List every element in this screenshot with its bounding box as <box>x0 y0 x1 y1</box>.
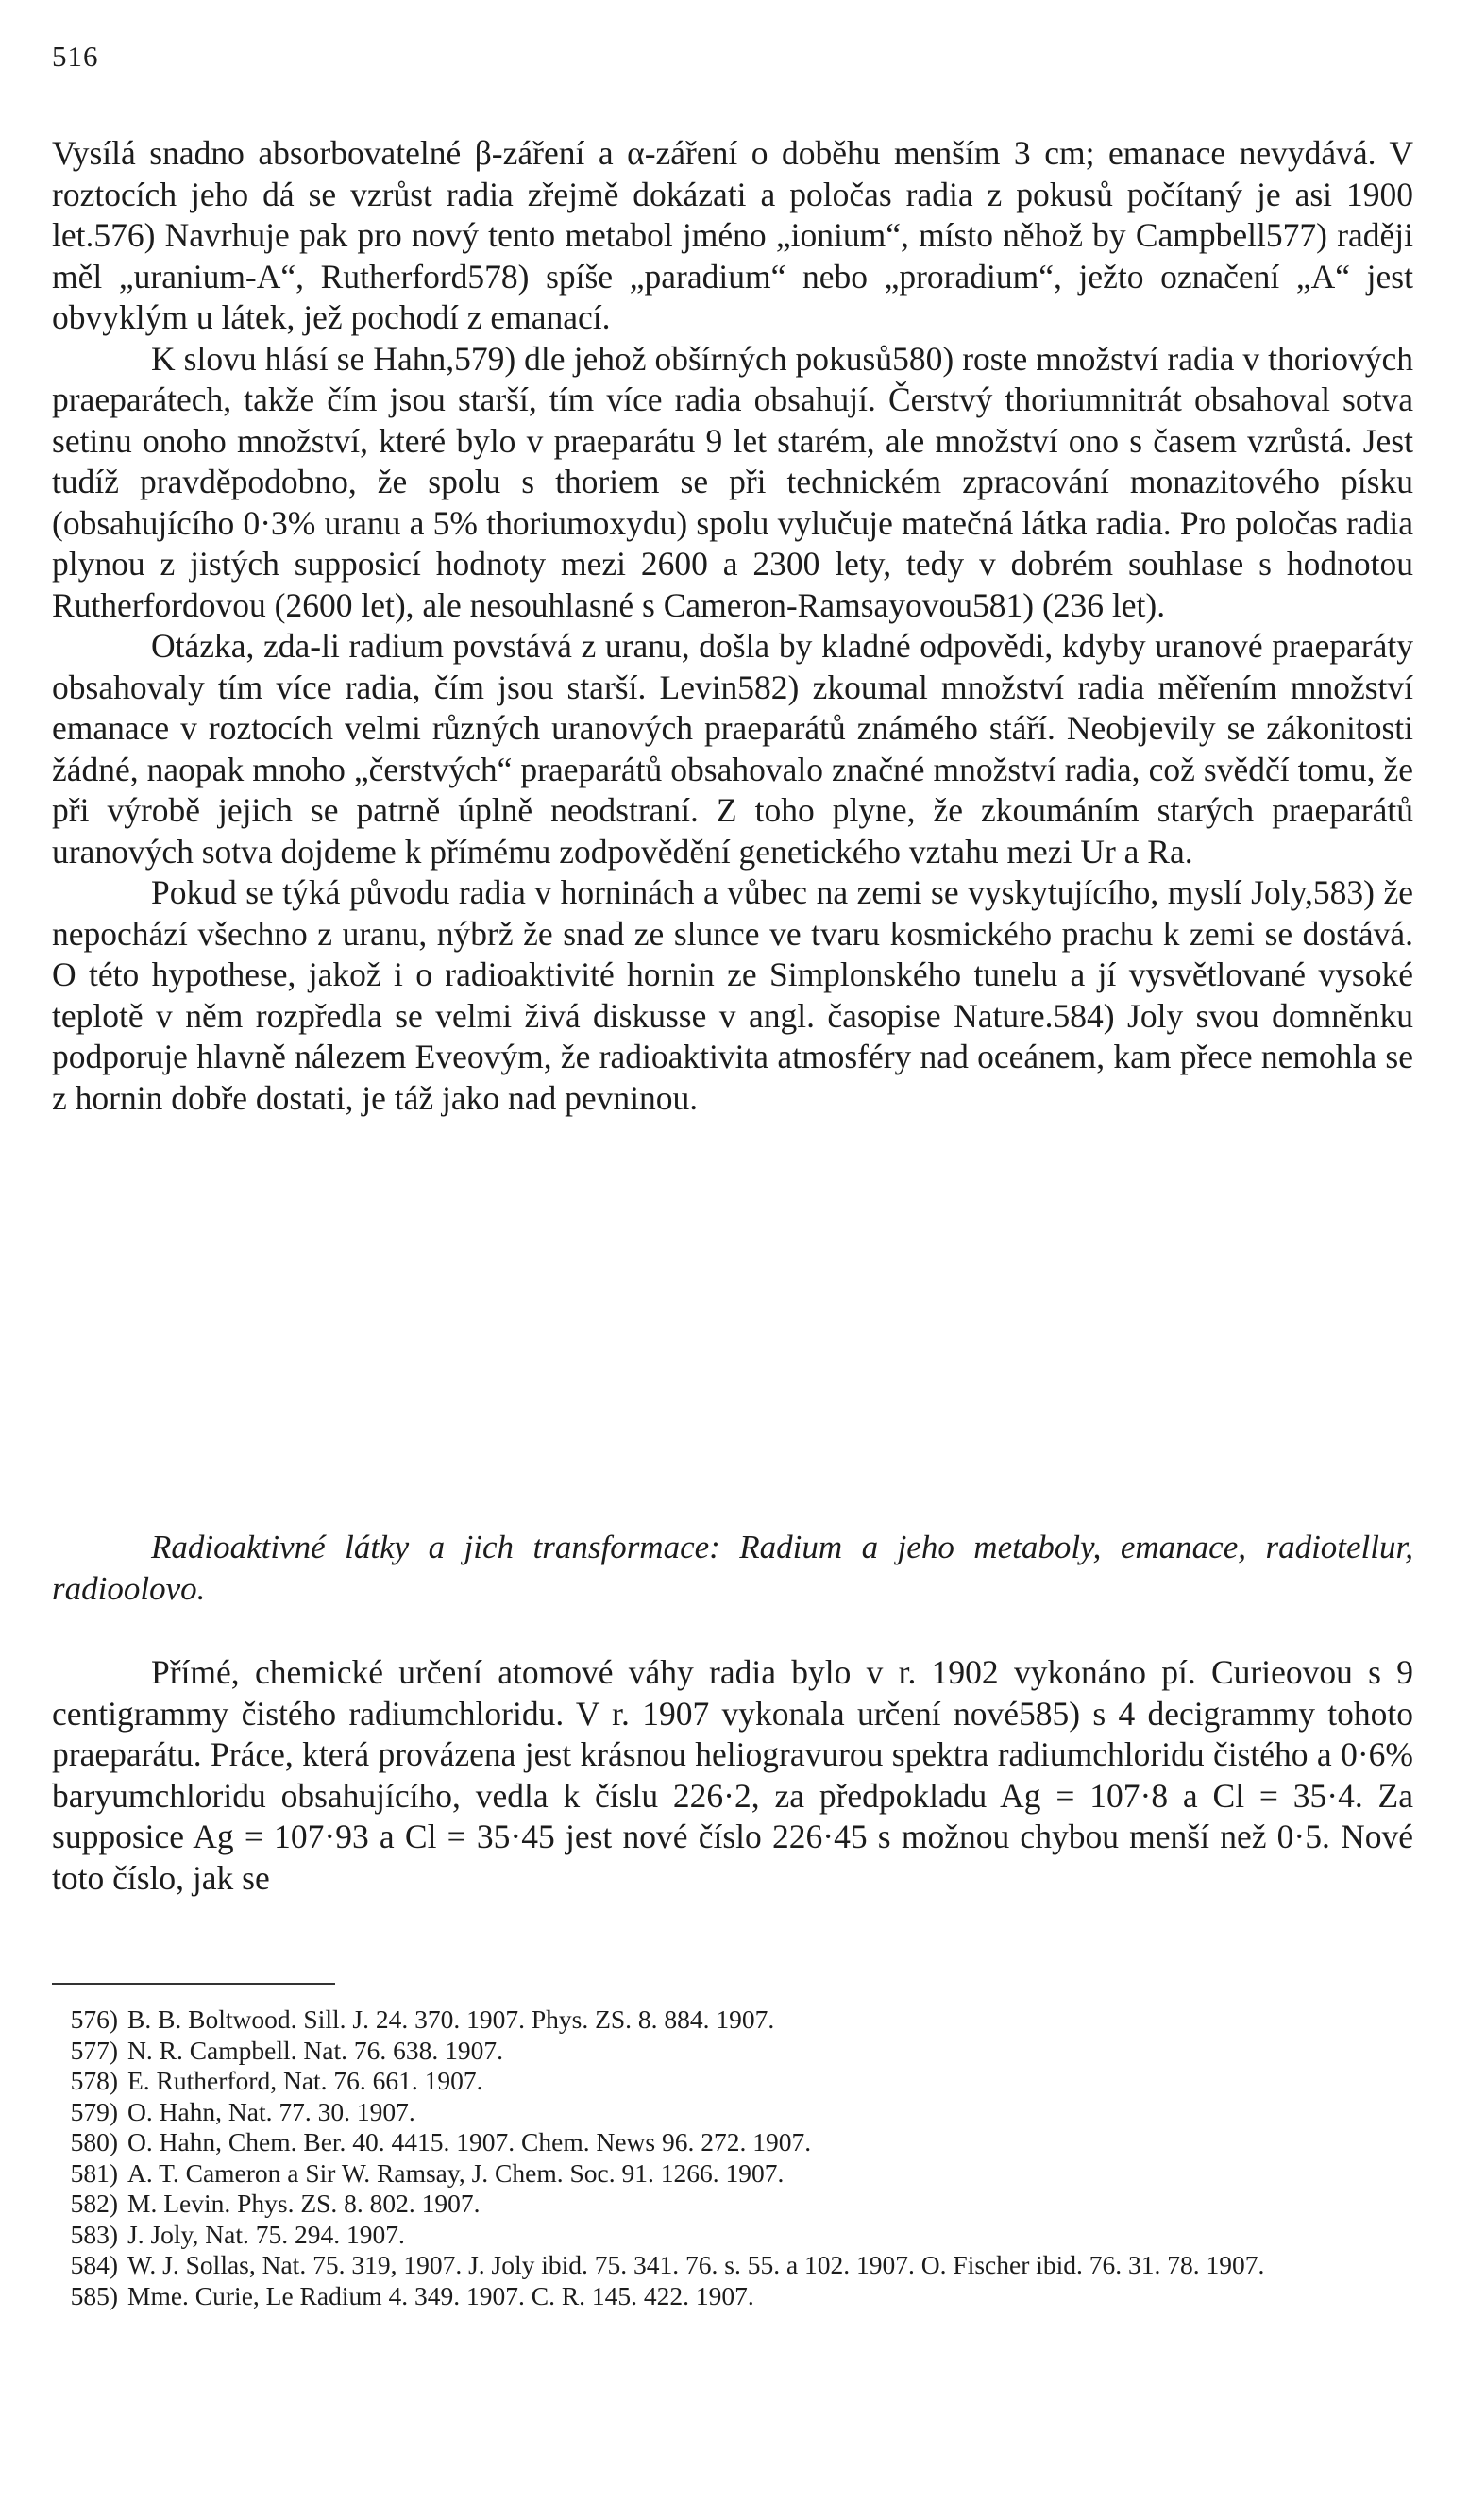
footnote <box>52 2066 1413 2097</box>
footnote <box>52 2220 1413 2251</box>
paragraph: Přímé, chemické určení atomové váhy radia bylo v r. 1902 vykonáno pí. Curieovou s 9 centigrammy čistého radiumchloridu. V r. 1907 vykonala určení nové585) s 4 decigrammy tohoto praeparátu. Práce, která provázena jest krásnou heliogravurou spektra radiumchloridu čistého a 0·6% baryumchloridu obsahujícího, vedla k číslu 226·2, za předpokladu Ag = 107·8 a Cl = 35·4. Za supposice Ag = 107·93 a Cl = 35·45 jest nové číslo 226·45 s možnou chybou menší než 0·5. Nové toto číslo, jak se <box>52 1653 1413 1897</box>
paragraph: Pokud se týká původu radia v horninách a vůbec na zemi se vyskytujícího, myslí Joly,583) že nepochází všechno z uranu, nýbrž že snad ze slunce ve tvaru kosmického prachu k zemi se dostává. O této hypothese, jakož i o radioaktivité hornin ze Simplonského tunelu a jí vysvětlované vysoké teplotě v něm rozpředla se velmi živá diskusse v angl. časopise Nature.584) Joly svou domněnku podporuje hlavně nálezem Eveovým, že radioaktivita atmosféry nad oceánem, kam přece nemohla se z hornin dobře dostati, je táž jako nad pevninou. <box>52 873 1413 1117</box>
footnote-number: 585) <box>70 2280 118 2310</box>
page-number: 516 <box>52 40 99 73</box>
footnote <box>52 2127 1413 2158</box>
footnote-divider <box>52 1983 335 1985</box>
footnote-number: 578) <box>70 2066 118 2095</box>
section-heading: Radioaktivné látky a jich transformace: Radium a jeho metaboly, emanace, radiotellur, radioolovo. <box>52 1529 1413 1607</box>
footnote <box>52 2281 1413 2312</box>
paragraph: Otázka, zda-li radium povstává z uranu, došla by kladné odpovědi, kdyby uranové praeparáty obsahovaly tím více radia, čím jsou starší. Levin582) zkoumal množství radia měřením množství emanace v roztocích velmi různých uranových praeparátů známého stáří. Neobjevily se zákonitosti žádné, naopak mnoho „čerstvých“ praeparátů obsahovalo značné množství radia, což svědčí tomu, že při výrobě jejich se patrně úplně neodstraní. Z toho plyne, že zkoumáním starých praeparátů uranových sotva dojdeme k přímému zodpovědění genetického vztahu mezi Ur a Ra. <box>52 627 1413 871</box>
footnote <box>52 2189 1413 2220</box>
footnote-number: 577) <box>70 2035 118 2065</box>
footnote-number: 581) <box>70 2157 118 2188</box>
footnote-text: E. Rutherford, Nat. 76. 661. 1907. <box>127 2066 483 2095</box>
footnote <box>52 2250 1413 2281</box>
paragraph: K slovu hlásí se Hahn,579) dle jehož obšírných pokusů580) roste množství radia v thoriových praeparátech, takže čím jsou starší, tím více radia obsahují. Čerstvý thoriumnitrát obsahoval sotva setinu onoho množství, které bylo v praeparátu 9 let starém, ale množství ono s časem vzrůstá. Jest tudíž pravděpodobno, že spolu s thoriem se při technickém zpracování monazitového písku (obsahujícího 0·3% uranu a 5% thoriumoxydu) spolu vylučuje matečná látka radia. Pro poločas radia plynou z jistých supposicí hodnoty mezi 2600 a 2300 lety, tedy v dobrém souhlase s hodnotou Rutherfordovou (2600 let), ale nesouhlasné s Cameron-Ramsayovou581) (236 let). <box>52 339 1413 624</box>
footnote-number: 584) <box>70 2250 118 2279</box>
footnote <box>52 2097 1413 2128</box>
footnote-number: 582) <box>70 2189 118 2218</box>
footnote-text: M. Levin. Phys. ZS. 8. 802. 1907. <box>127 2189 481 2218</box>
footnote <box>52 2158 1413 2190</box>
footnote-text: N. R. Campbell. Nat. 76. 638. 1907. <box>127 2035 503 2065</box>
footnote-text: J. Joly, Nat. 75. 294. 1907. <box>127 2219 405 2249</box>
main-text-continued <box>52 1652 1413 1899</box>
footnote-text: O. Hahn, Nat. 77. 30. 1907. <box>127 2096 415 2126</box>
footnote-number: 583) <box>70 2219 118 2249</box>
footnotes <box>52 2004 1413 2311</box>
footnote-text: B. B. Boltwood. Sill. J. 24. 370. 1907. Phys. ZS. 8. 884. 1907. <box>127 2004 775 2034</box>
footnote-text: A. T. Cameron a Sir W. Ramsay, J. Chem. Soc. 91. 1266. 1907. <box>127 2157 785 2188</box>
footnote-number: 576) <box>70 2004 118 2034</box>
footnote <box>52 2036 1413 2067</box>
paragraph: Vysílá snadno absorbovatelné β-záření a α-záření o doběhu menším 3 cm; emanace nevydává. V roztocích jeho dá se vzrůst radia zřejmě dokázati a poločas radia z pokusů počítaný je asi 1900 let.576) Navrhuje pak pro nový tento metabol jméno „ionium“, místo něhož by Campbell577) raději měl „uranium-A“, Rutherford578) spíše „paradium“ nebo „proradium“, ježto označení „A“ jest obvyklým u látek, jež pochodí z emanací. <box>52 134 1413 336</box>
footnote-text: O. Hahn, Chem. Ber. 40. 4415. 1907. Chem. News 96. 272. 1907. <box>127 2127 812 2156</box>
footnote-number: 579) <box>70 2096 118 2126</box>
main-text <box>52 133 1413 1119</box>
footnote-number: 580) <box>70 2127 118 2156</box>
footnote-text: Mme. Curie, Le Radium 4. 349. 1907. C. R. 145. 422. 1907. <box>127 2280 754 2310</box>
footnote-text: W. J. Sollas, Nat. 75. 319, 1907. J. Joly ibid. 75. 341. 76. s. 55. a 102. 1907. O. Fischer ibid. 76. 31. 78. 1907. <box>127 2250 1265 2279</box>
footnote <box>52 2004 1413 2036</box>
